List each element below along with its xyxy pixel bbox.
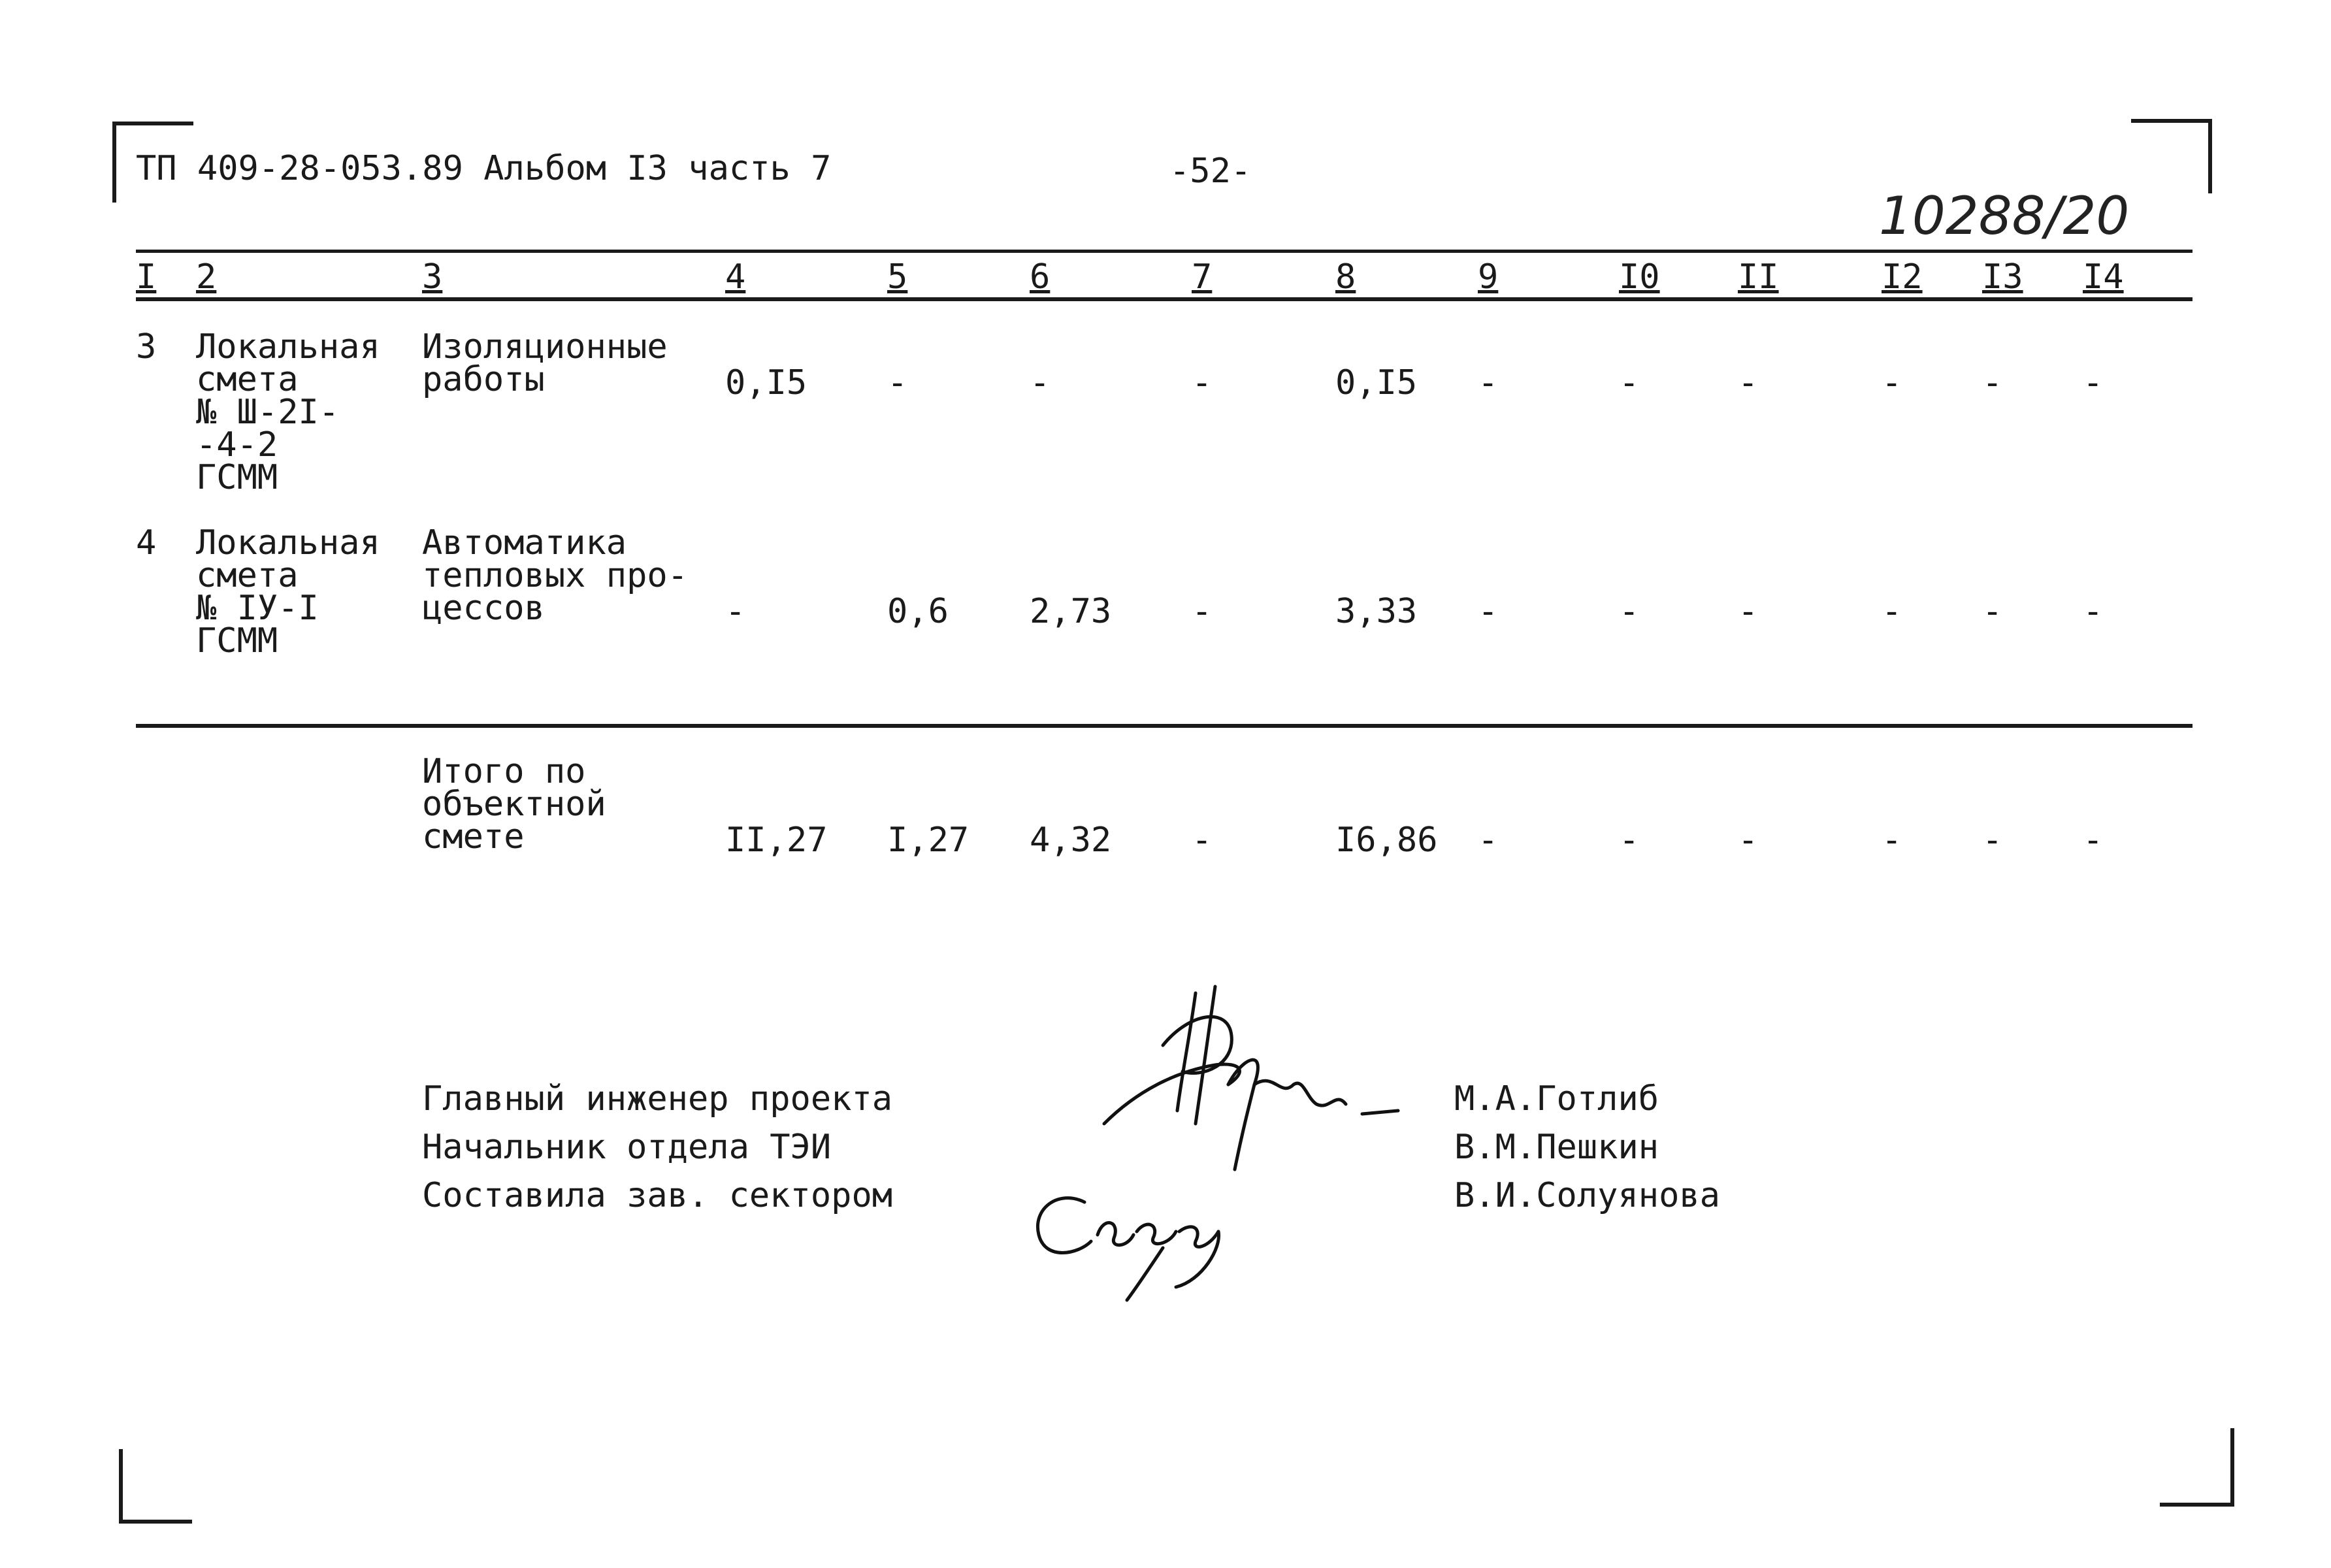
- column-number: 9: [1478, 257, 1499, 297]
- corner-mark-top-left-v: [112, 122, 116, 203]
- corner-mark-bottom-left-h: [119, 1520, 192, 1524]
- value-cell: -: [1478, 363, 1499, 402]
- value-cell: -: [1982, 821, 2003, 860]
- signature-role: Начальник отдела ТЭИ: [422, 1128, 832, 1167]
- corner-mark-bottom-right-h: [2160, 1503, 2234, 1507]
- column-number: I4: [2083, 257, 2124, 297]
- value-cell: -: [1619, 821, 1640, 860]
- signature-role: Главный инженер проекта: [422, 1079, 893, 1119]
- value-cell: -: [1478, 821, 1499, 860]
- value-cell: -: [1882, 363, 1902, 402]
- value-cell: -: [1619, 363, 1640, 402]
- corner-mark-top-right-v: [2208, 119, 2212, 193]
- value-cell: -: [1982, 363, 2003, 402]
- column-header-rule: [136, 297, 2192, 301]
- value-cell: -: [2083, 592, 2104, 631]
- value-cell: -: [1738, 821, 1759, 860]
- value-cell: -: [1982, 592, 2003, 631]
- document-code: ТП 409-28-053.89 Альбом I3 часть 7: [136, 149, 832, 188]
- column-number: 4: [725, 257, 746, 297]
- value-cell: -: [1030, 363, 1051, 402]
- column-number: 2: [196, 257, 217, 297]
- corner-mark-bottom-right-v: [2230, 1428, 2234, 1507]
- total-label: Итого по объектной смете: [422, 752, 606, 857]
- value-cell: -: [2083, 363, 2104, 402]
- column-number: 3: [422, 257, 443, 297]
- handwritten-signatures: [1006, 973, 1437, 1313]
- value-cell: -: [725, 592, 746, 631]
- row-name: Автоматика тепловых про- цессов: [422, 523, 688, 628]
- value-cell: -: [1738, 363, 1759, 402]
- value-cell: -: [887, 363, 908, 402]
- value-cell: -: [1478, 592, 1499, 631]
- total-separator-rule: [136, 724, 2192, 728]
- value-cell: -: [1192, 592, 1213, 631]
- value-cell: 2,73: [1030, 592, 1112, 631]
- corner-mark-bottom-left-v: [119, 1449, 123, 1524]
- row-source: Локальная смета № IУ-I ГСММ: [196, 523, 380, 661]
- corner-mark-top-right-h: [2131, 119, 2212, 123]
- value-cell: I,27: [887, 821, 970, 860]
- column-number: 6: [1030, 257, 1051, 297]
- row-number: 3: [136, 327, 157, 367]
- page-number: -52-: [1169, 152, 1252, 191]
- signatory-name: В.И.Солуянова: [1454, 1176, 1720, 1215]
- value-cell: -: [1192, 821, 1213, 860]
- value-cell: 4,32: [1030, 821, 1112, 860]
- column-number: 7: [1192, 257, 1213, 297]
- value-cell: -: [1882, 592, 1902, 631]
- value-cell: -: [1882, 821, 1902, 860]
- corner-mark-top-left-h: [112, 122, 193, 125]
- value-cell: 0,I5: [725, 363, 807, 402]
- row-number: 4: [136, 523, 157, 563]
- signatory-name: В.М.Пешкин: [1454, 1128, 1659, 1167]
- value-cell: 0,I5: [1335, 363, 1418, 402]
- column-number: I: [136, 257, 157, 297]
- column-number: II: [1738, 257, 1779, 297]
- value-cell: -: [1192, 363, 1213, 402]
- value-cell: -: [1738, 592, 1759, 631]
- value-cell: II,27: [725, 821, 828, 860]
- signatory-name: М.А.Готлиб: [1454, 1079, 1659, 1119]
- column-number: I0: [1619, 257, 1660, 297]
- value-cell: -: [1619, 592, 1640, 631]
- signature-role: Составила зав. сектором: [422, 1176, 893, 1215]
- handwritten-reference: 10288/20: [1879, 186, 2130, 246]
- value-cell: -: [2083, 821, 2104, 860]
- column-number: I3: [1982, 257, 2023, 297]
- column-number: 5: [887, 257, 908, 297]
- table-top-rule: [136, 250, 2192, 253]
- column-number: I2: [1882, 257, 1923, 297]
- row-source: Локальная смета № Ш-2I- -4-2 ГСММ: [196, 327, 380, 497]
- row-name: Изоляционные работы: [422, 327, 668, 399]
- value-cell: I6,86: [1335, 821, 1438, 860]
- value-cell: 3,33: [1335, 592, 1418, 631]
- column-number: 8: [1335, 257, 1356, 297]
- value-cell: 0,6: [887, 592, 949, 631]
